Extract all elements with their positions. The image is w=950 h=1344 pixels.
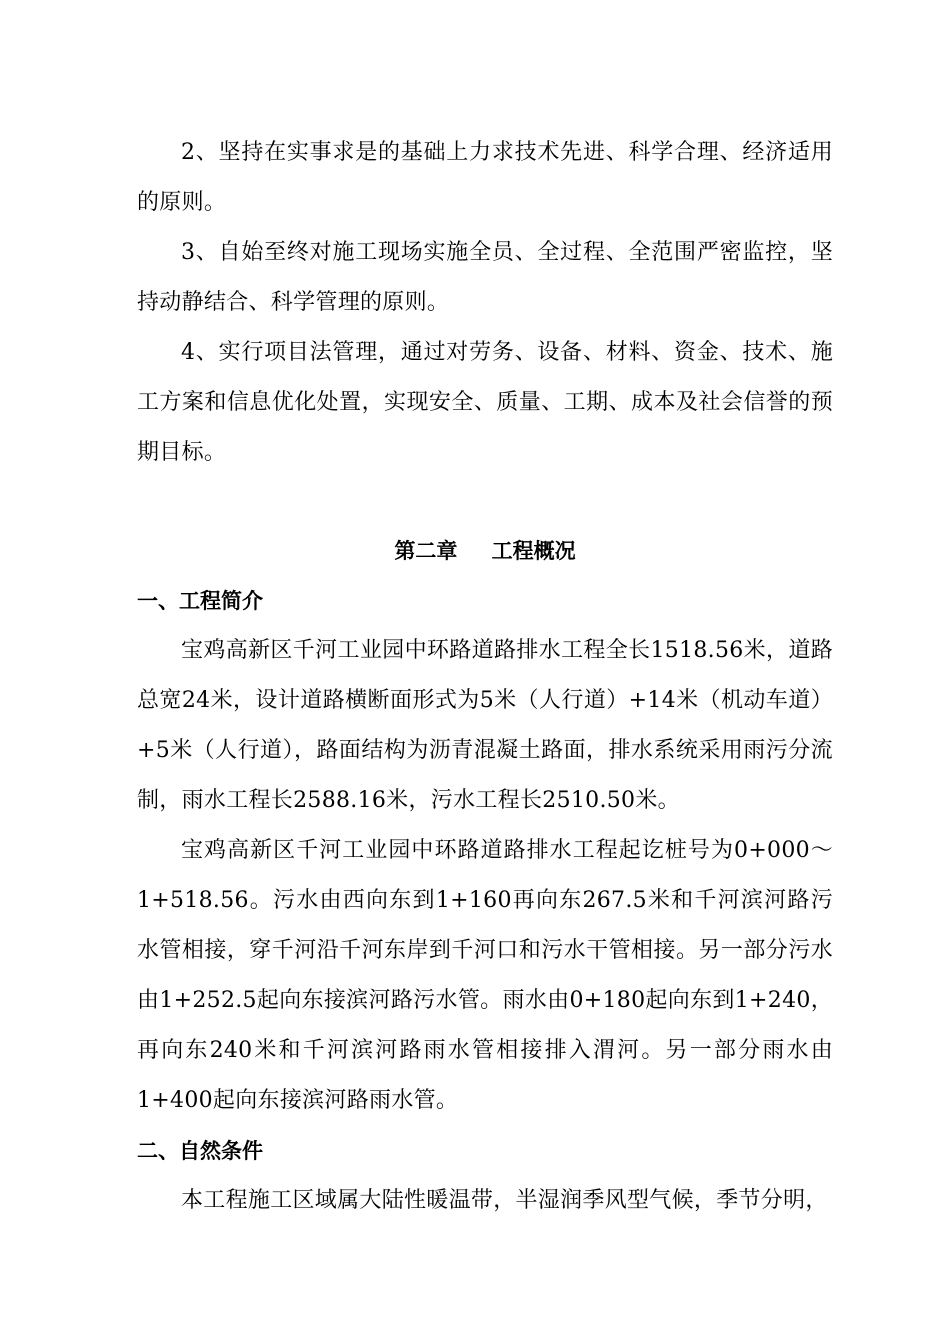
- chapter-title: 第二章 工程概况: [394, 539, 576, 563]
- overview-paragraph-1: 宝鸡高新区千河工业园中环路道路排水工程全长1518.56米，道路总宽24米，设计道路横断面形式为5米（人行道）+14米（机动车道）+5米（人行道），路面结构为沥青混凝土路面，排水系统采用雨污分流制，雨水工程长2588.16米，污水工程长2510.50米。: [137, 638, 833, 813]
- document-page: [137, 128, 833, 1226]
- principle-item-4: 4、实行项目法管理，通过对劳务、设备、材料、资金、技术、施工方案和信息优化处置，实现安全、质量、工期、成本及社会信誉的预期目标。: [137, 340, 833, 465]
- section-heading-natural-conditions: 二、自然条件: [137, 1139, 263, 1163]
- principle-item-3: 3、自始至终对施工现场实施全员、全过程、全范围严密监控，坚持动静结合、科学管理的原则。: [137, 240, 833, 315]
- section-heading-overview: 一、工程简介: [137, 589, 263, 613]
- section-gap: [137, 478, 833, 526]
- natural-conditions-paragraph-1: 本工程施工区域属大陆性暖温带，半湿润季风型气候，季节分明，: [181, 1188, 828, 1213]
- principle-item-2: 2、坚持在实事求是的基础上力求技术先进、科学合理、经济适用的原则。: [137, 140, 833, 215]
- overview-paragraph-2: 宝鸡高新区千河工业园中环路道路排水工程起讫桩号为0+000～1+518.56。污水由西向东到1+160再向东267.5米和千河滨河路污水管相接，穿千河沿千河东岸到千河口和污水干管相接。另一部分污水由1+252.5起向东接滨河路污水管。雨水由0+180起向东到1+240，再向东240米和千河滨河路雨水管相接排入渭河。另一部分雨水由1+400起向东接滨河路雨水管。: [137, 838, 833, 1113]
